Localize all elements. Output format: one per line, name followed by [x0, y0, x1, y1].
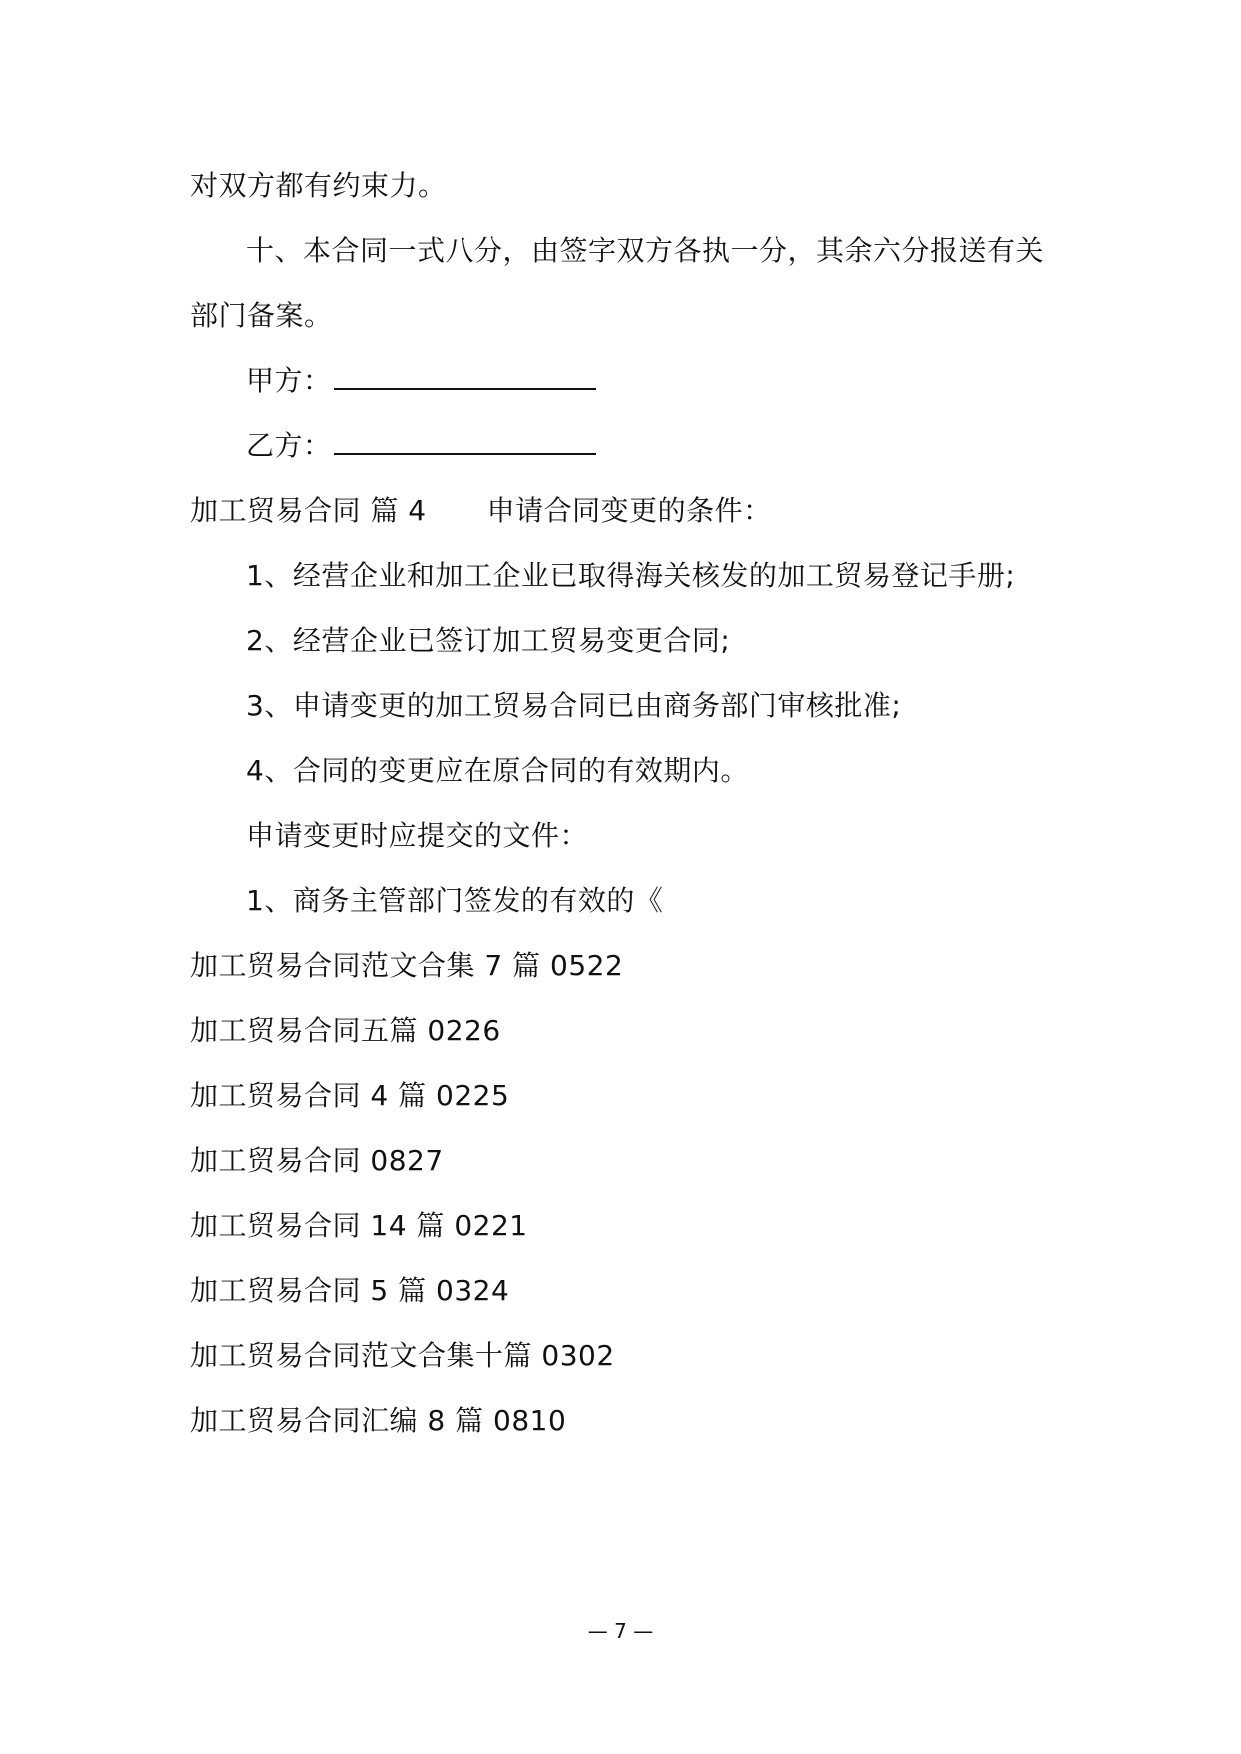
- related-link-4[interactable]: 加工贸易合同 0827: [190, 1144, 444, 1177]
- party-a-label: 甲方：: [246, 364, 332, 397]
- related-link-8[interactable]: 加工贸易合同汇编 8 篇 0810: [190, 1404, 567, 1437]
- section-heading: [190, 491, 772, 531]
- related-link-2[interactable]: 加工贸易合同五篇 0226: [190, 1014, 501, 1047]
- condition-item-3: 3、申请变更的加工贸易合同已由商务部门审核批准;: [246, 689, 902, 722]
- clause-10-line-1: 十、本合同一式八分，由签字双方各执一分，其余六分报送有关: [246, 234, 1045, 267]
- party-a-signature-line: [334, 362, 596, 390]
- section-subtitle: 申请合同变更的条件：: [486, 494, 772, 527]
- related-link-5[interactable]: 加工贸易合同 14 篇 0221: [190, 1209, 528, 1242]
- party-b-label: 乙方：: [246, 429, 332, 462]
- documents-heading: 申请变更时应提交的文件：: [246, 819, 589, 852]
- related-link-1[interactable]: 加工贸易合同范文合集 7 篇 0522: [190, 949, 624, 982]
- body-line-1: 对双方都有约束力。: [190, 169, 447, 202]
- condition-item-1: 1、经营企业和加工企业已取得海关核发的加工贸易登记手册;: [246, 559, 1016, 592]
- section-title: 加工贸易合同 篇 4: [190, 494, 427, 527]
- related-link-3[interactable]: 加工贸易合同 4 篇 0225: [190, 1079, 510, 1112]
- party-b-signature: [246, 426, 596, 466]
- clause-10-line-2: 部门备案。: [190, 299, 333, 332]
- related-link-6[interactable]: 加工贸易合同 5 篇 0324: [190, 1274, 510, 1307]
- page-number: — 7 —: [587, 1619, 654, 1643]
- related-link-7[interactable]: 加工贸易合同范文合集十篇 0302: [190, 1339, 615, 1372]
- party-b-signature-line: [334, 427, 596, 455]
- party-a-signature: [246, 361, 596, 401]
- documents-item-1: 1、商务主管部门签发的有效的《: [246, 884, 664, 917]
- condition-item-4: 4、合同的变更应在原合同的有效期内。: [246, 754, 749, 787]
- condition-item-2: 2、经营企业已签订加工贸易变更合同;: [246, 624, 731, 657]
